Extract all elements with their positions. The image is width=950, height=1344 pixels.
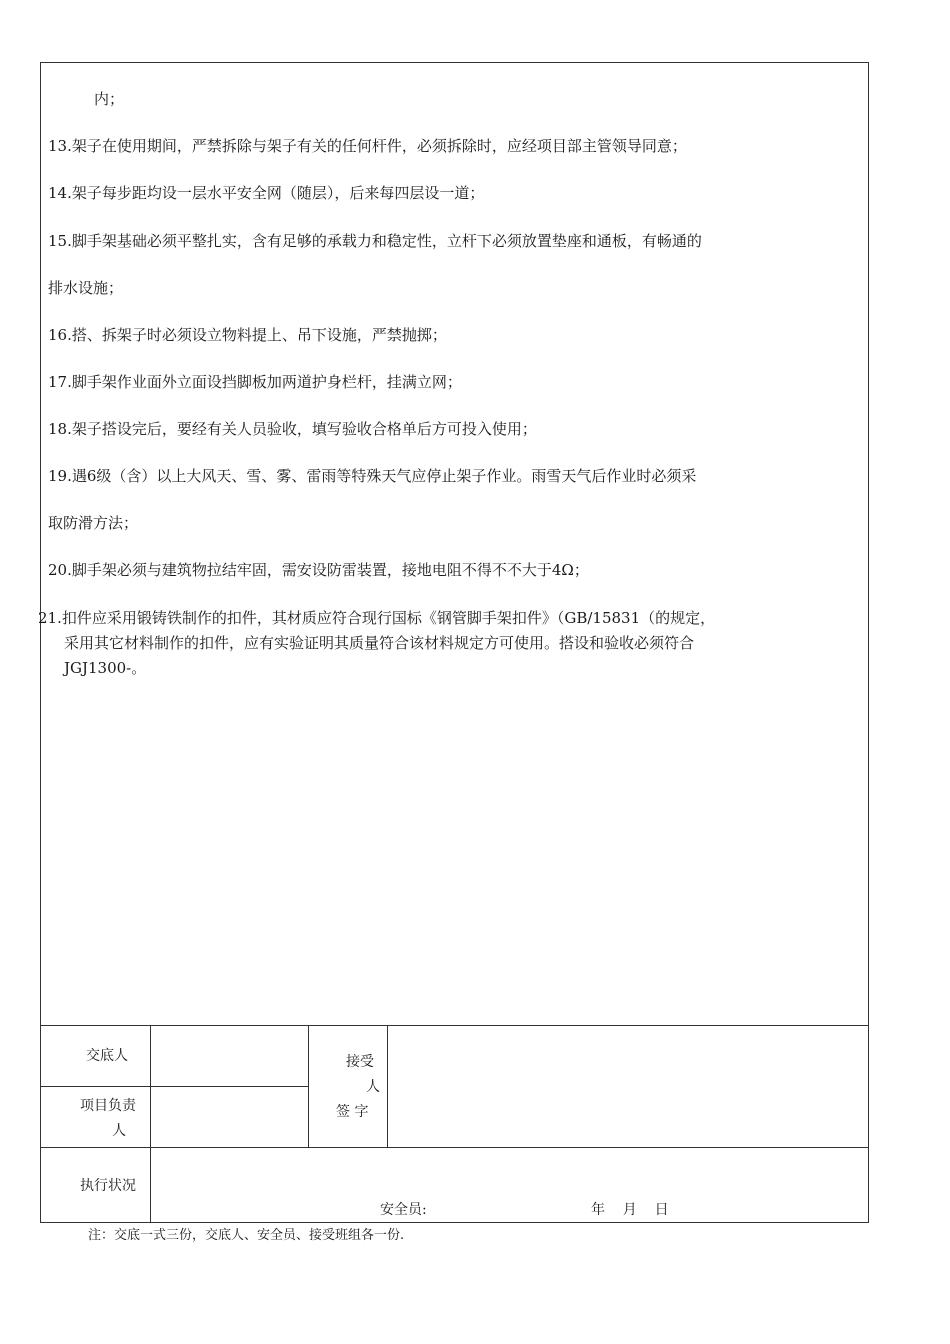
table-col-divider-3 — [387, 1025, 388, 1147]
date-label: 年 月 日 — [591, 1202, 669, 1218]
body-line-item-21-cont-2: JGJ1300-。 — [64, 659, 147, 677]
body-line-item-19: 19.遇6级（含）以上大风天、雪、雾、雷雨等特殊天气应停止架子作业。雨雪天气后作业时必须采 — [48, 467, 697, 485]
body-line-item-15-cont: 排水设施； — [48, 279, 124, 297]
execution-status-label: 执行状况 — [80, 1178, 136, 1194]
body-line-item-13: 13.架子在使用期间，严禁拆除与架子有关的任何杆件，必须拆除时，应经项目部主管领导同意； — [48, 137, 687, 155]
body-line-item-15: 15.脚手架基础必须平整扎实，含有足够的承载力和稳定性，立杆下必须放置垫座和通板，有畅通的 — [48, 232, 702, 250]
body-line-item-18: 18.架子搭设完后，要经有关人员验收，填写验收合格单后方可投入使用； — [48, 420, 537, 438]
body-line-continuation: 内； — [94, 90, 125, 108]
body-line-item-19-cont: 取防滑方法； — [48, 514, 139, 532]
footnote: 注：交底一式三份，交底人、安全员、接受班组各一份. — [88, 1228, 405, 1243]
table-col-divider-1 — [150, 1025, 151, 1223]
discloser-label: 交底人 — [86, 1048, 128, 1064]
receiver-label-line1: 接受 — [346, 1054, 374, 1070]
body-line-item-21-cont-1: 采用其它材料制作的扣件，应有实验证明其质量符合该材料规定方可使用。搭设和验收必须符合 — [64, 634, 695, 652]
project-lead-label-line2: 人 — [112, 1123, 126, 1139]
body-line-item-20: 20.脚手架必须与建筑物拉结牢固，需安设防雷装置，接地电阻不得不不大于4Ω； — [48, 561, 589, 579]
receiver-label-line2: 人 — [366, 1079, 380, 1095]
body-line-item-14: 14.架子每步距均设一层水平安全网（随层），后来每四层设一道； — [48, 184, 485, 202]
table-col-divider-2 — [308, 1025, 309, 1147]
receiver-sign-label: 签 字 — [336, 1104, 369, 1120]
project-lead-label-line1: 项目负责 — [80, 1098, 136, 1114]
body-line-item-16: 16.搭、拆架子时必须设立物料提上、吊下设施，严禁抛掷； — [48, 326, 447, 344]
table-row-divider-left — [40, 1086, 308, 1087]
table-row-divider — [40, 1147, 869, 1148]
table-top-border — [40, 1025, 869, 1026]
body-line-item-17: 17.脚手架作业面外立面设挡脚板加两道护身栏杆，挂满立网； — [48, 373, 462, 391]
body-line-item-21: 21.扣件应采用锻铸铁制作的扣件，其材质应符合现行国标《钢管脚手架扣件》（GB/15831（的规定， — [38, 609, 716, 627]
safety-officer-label: 安全员: — [380, 1202, 427, 1218]
